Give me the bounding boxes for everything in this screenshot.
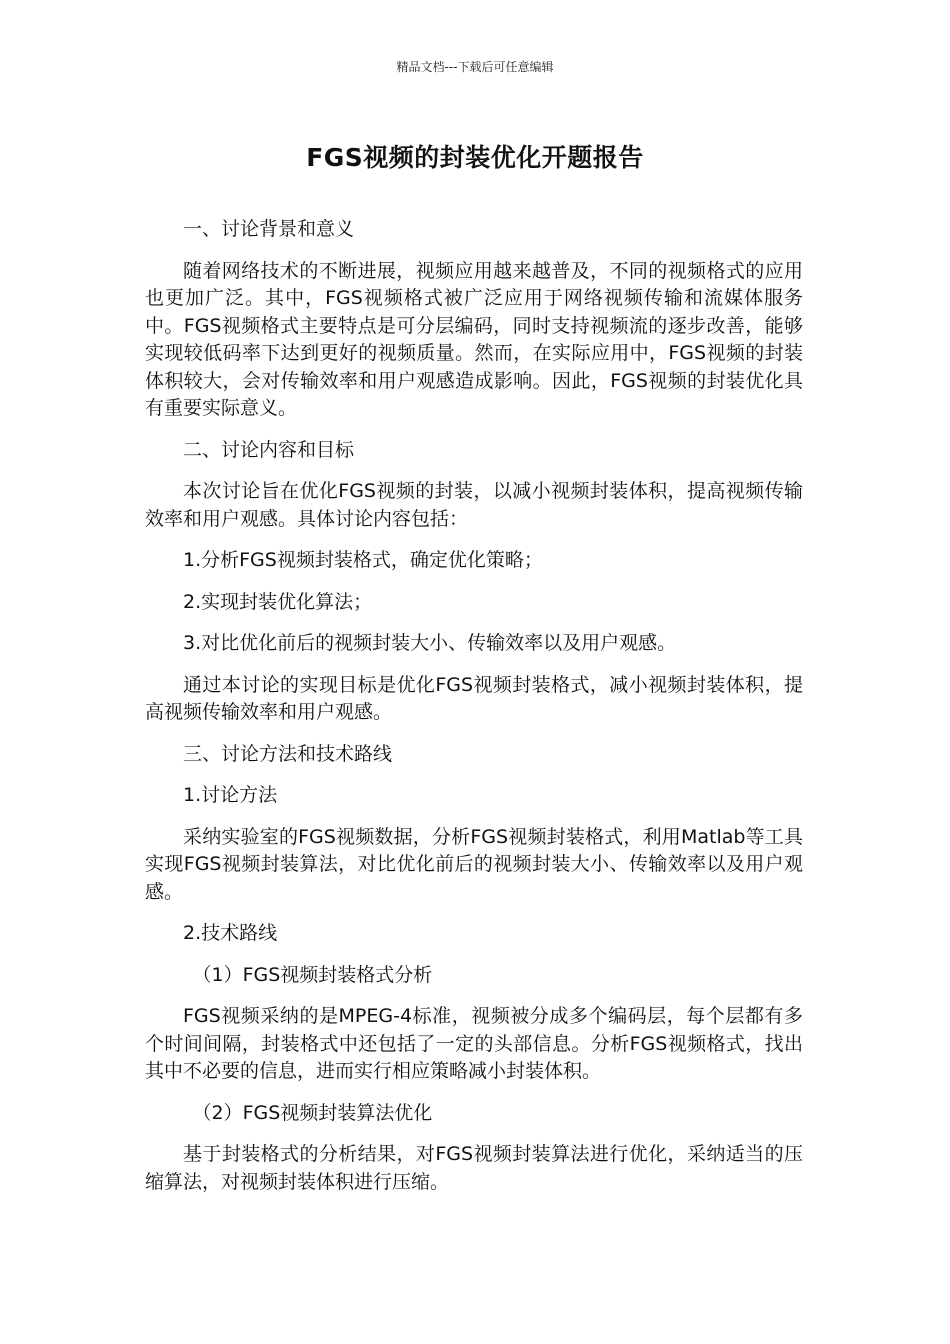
list-item-1: 1.分析FGS视频封装格式，确定优化策略；: [183, 549, 543, 571]
paragraph-format-analysis: FGS视频采纳的是MPEG-4标准，视频被分成多个编码层，每个层都有多个时间间隔，封装格式中还包括了一定的头部信息。分析FGS视频格式，找出其中不必要的信息，进而实行相应策略减小封装体积。: [145, 1005, 803, 1082]
paragraph-methods: 采纳实验室的FGS视频数据，分析FGS视频封装格式，利用Matlab等工具实现FGS视频封装算法，对比优化前后的视频封装大小、传输效率以及用户观感。: [145, 825, 803, 903]
subheading-format-analysis: （1）FGS视频封装格式分析: [192, 963, 433, 986]
paragraph-algorithm-optimization: 基于封装格式的分析结果，对FGS视频封装算法进行优化，采纳适当的压缩算法，对视频封装体积进行压缩。: [145, 1143, 803, 1193]
header-note: 精品文档---下载后可任意编辑: [396, 60, 554, 74]
section-heading-methods: 三、讨论方法和技术路线: [183, 742, 393, 765]
paragraph-goal: 通过本讨论的实现目标是优化FGS视频封装格式，减小视频封装体积，提高视频传输效率和用户观感。: [145, 673, 803, 723]
list-item-2: 2.实现封装优化算法；: [183, 590, 373, 613]
subheading-methods: 1.讨论方法: [183, 784, 278, 806]
paragraph-background: 随着网络技术的不断进展，视频应用越来越普及，不同的视频格式的应用也更加广泛。其中，FGS视频格式被广泛应用于网络视频传输和流媒体服务中。FGS视频格式主要特点是可分层编码，同时支持视频流的逐步改善，能够实现较低码率下达到更好的视频质量。然而，在实际应用中，FGS视频的封装体积较大，会对传输效率和用户观感造成影响。因此，FGS视频的封装优化具有重要实际意义。: [145, 259, 803, 419]
paragraph-content-intro: 本次讨论旨在优化FGS视频的封装，以减小视频封装体积，提高视频传输效率和用户观感。具体讨论内容包括：: [145, 480, 803, 530]
subheading-technical-route: 2.技术路线: [183, 922, 278, 944]
section-heading-background: 一、讨论背景和意义: [183, 218, 355, 240]
subheading-algorithm-optimization: （2）FGS视频封装算法优化: [192, 1101, 433, 1124]
document-body: [145, 216, 803, 1210]
document-title: FGS视频的封装优化开题报告: [306, 143, 644, 172]
section-heading-content-goals: 二、讨论内容和目标: [183, 438, 355, 461]
list-item-3: 3.对比优化前后的视频封装大小、传输效率以及用户观感。: [183, 632, 677, 654]
